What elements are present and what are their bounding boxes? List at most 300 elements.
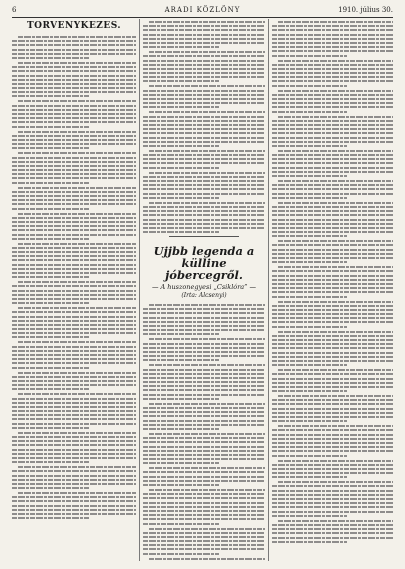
text-line-placeholder	[143, 514, 265, 516]
text-line-placeholder	[143, 223, 265, 225]
text-line-placeholder	[12, 44, 136, 46]
paragraph-placeholder	[143, 51, 265, 82]
text-line-placeholder	[12, 427, 89, 429]
text-line-placeholder	[18, 187, 136, 189]
text-line-placeholder	[272, 25, 393, 27]
text-line-placeholder	[18, 243, 136, 245]
article-title: Ujjbb legenda a külline jóbercegről.	[153, 244, 255, 283]
text-line-placeholder	[143, 411, 265, 413]
paragraph-placeholder	[143, 489, 265, 525]
text-line-placeholder	[12, 367, 89, 369]
text-line-placeholder	[143, 502, 265, 504]
text-line-placeholder	[12, 113, 136, 115]
text-line-placeholder	[278, 395, 393, 397]
text-line-placeholder	[272, 231, 393, 233]
text-line-placeholder	[12, 406, 136, 408]
text-line-placeholder	[143, 176, 265, 178]
text-line-placeholder	[272, 386, 393, 388]
text-line-placeholder	[12, 251, 136, 253]
text-line-placeholder	[143, 124, 265, 126]
text-line-placeholder	[272, 42, 393, 44]
text-line-placeholder	[12, 259, 136, 261]
text-line-placeholder	[143, 398, 219, 400]
text-line-placeholder	[12, 66, 136, 68]
text-line-placeholder	[272, 434, 393, 436]
text-line-placeholder	[272, 476, 347, 478]
text-line-placeholder	[143, 214, 265, 216]
text-line-placeholder	[143, 355, 265, 357]
paragraph-placeholder	[272, 180, 393, 199]
text-line-placeholder	[12, 320, 136, 322]
text-line-placeholder	[12, 509, 136, 511]
paragraph-placeholder	[272, 240, 393, 263]
text-line-placeholder	[272, 206, 393, 208]
text-line-placeholder	[143, 80, 219, 82]
paragraph-placeholder	[143, 403, 265, 430]
column-1	[12, 21, 136, 561]
text-line-placeholder	[272, 167, 393, 169]
text-line-placeholder	[149, 21, 265, 23]
text-line-placeholder	[278, 116, 393, 118]
text-line-placeholder	[272, 120, 393, 122]
paragraph-placeholder	[12, 372, 136, 391]
text-line-placeholder	[272, 76, 393, 78]
text-line-placeholder	[12, 83, 136, 85]
text-line-placeholder	[278, 60, 393, 62]
paragraph-placeholder	[272, 425, 393, 456]
column-2	[143, 21, 265, 561]
text-line-placeholder	[272, 472, 393, 474]
text-line-placeholder	[143, 29, 265, 31]
paragraph-placeholder	[12, 131, 136, 150]
paragraph-placeholder	[143, 150, 265, 169]
paragraph-placeholder	[143, 172, 265, 199]
text-line-placeholder	[143, 523, 219, 525]
text-line-placeholder	[143, 206, 265, 208]
text-line-placeholder	[272, 494, 393, 496]
text-line-placeholder	[143, 381, 265, 383]
text-line-placeholder	[12, 49, 136, 51]
text-line-placeholder	[12, 276, 89, 278]
text-line-placeholder	[12, 75, 136, 77]
text-line-placeholder	[143, 141, 265, 143]
text-line-placeholder	[278, 301, 393, 303]
text-line-placeholder	[143, 476, 265, 478]
text-line-placeholder	[143, 90, 265, 92]
text-line-placeholder	[12, 402, 136, 404]
text-line-placeholder	[272, 506, 393, 508]
text-line-placeholder	[272, 111, 347, 113]
text-line-placeholder	[12, 517, 89, 519]
text-line-placeholder	[12, 285, 136, 287]
text-line-placeholder	[12, 290, 136, 292]
text-line-placeholder	[143, 154, 265, 156]
text-line-placeholder	[272, 287, 393, 289]
text-line-placeholder	[12, 475, 136, 477]
text-line-placeholder	[272, 197, 347, 199]
text-line-placeholder	[143, 325, 265, 327]
text-line-placeholder	[149, 558, 265, 560]
text-line-placeholder	[12, 255, 136, 257]
paragraph-placeholder	[12, 281, 136, 304]
paragraph-placeholder	[12, 393, 136, 429]
issue-date: 1910. július 30.	[338, 6, 393, 14]
text-line-placeholder	[272, 291, 393, 293]
text-line-placeholder	[18, 213, 136, 215]
text-line-placeholder	[272, 305, 393, 307]
text-line-placeholder	[272, 429, 393, 431]
text-line-placeholder	[143, 553, 219, 555]
text-line-placeholder	[12, 40, 136, 42]
paragraph-placeholder	[143, 338, 265, 361]
paragraph-placeholder	[143, 558, 265, 561]
text-line-placeholder	[12, 384, 136, 386]
text-line-placeholder	[12, 410, 136, 412]
text-line-placeholder	[272, 283, 393, 285]
text-line-placeholder	[272, 171, 393, 173]
article-subtitle: — A huszonegyesi „Csiklóra” —	[151, 283, 257, 292]
text-line-placeholder	[18, 307, 136, 309]
text-line-placeholder	[12, 105, 136, 107]
text-line-placeholder	[12, 479, 136, 481]
paragraph-placeholder	[12, 307, 136, 338]
text-line-placeholder	[143, 317, 265, 319]
text-line-placeholder	[278, 481, 393, 483]
text-line-placeholder	[12, 117, 136, 119]
text-line-placeholder	[143, 102, 265, 104]
text-line-placeholder	[272, 55, 347, 57]
text-line-placeholder	[143, 188, 265, 190]
text-line-placeholder	[143, 415, 265, 417]
text-line-placeholder	[278, 425, 393, 427]
text-line-placeholder	[272, 102, 393, 104]
text-line-placeholder	[272, 270, 393, 272]
paragraph-placeholder	[143, 202, 265, 233]
text-line-placeholder	[18, 131, 136, 133]
text-line-placeholder	[143, 132, 265, 134]
text-line-placeholder	[272, 412, 393, 414]
article-separator	[169, 236, 239, 237]
text-line-placeholder	[12, 457, 136, 459]
text-line-placeholder	[12, 165, 136, 167]
text-line-placeholder	[272, 442, 393, 444]
text-line-placeholder	[12, 453, 136, 455]
text-line-placeholder	[143, 25, 265, 27]
text-line-placeholder	[272, 339, 393, 341]
text-line-placeholder	[18, 62, 136, 64]
text-line-placeholder	[18, 152, 136, 154]
text-line-placeholder	[12, 57, 89, 59]
text-line-placeholder	[272, 347, 393, 349]
text-line-placeholder	[143, 359, 219, 361]
text-line-placeholder	[12, 362, 136, 364]
text-line-placeholder	[18, 393, 136, 395]
text-line-placeholder	[12, 496, 136, 498]
paragraph-placeholder	[272, 202, 393, 238]
text-line-placeholder	[12, 199, 136, 201]
text-line-placeholder	[12, 449, 136, 451]
paragraph-placeholder	[272, 331, 393, 367]
text-line-placeholder	[272, 373, 393, 375]
paragraph-placeholder	[12, 432, 136, 463]
text-line-placeholder	[18, 281, 136, 283]
text-line-placeholder	[143, 180, 265, 182]
text-line-placeholder	[143, 34, 265, 36]
text-line-placeholder	[18, 492, 136, 494]
text-line-placeholder	[12, 311, 136, 313]
text-line-placeholder	[12, 173, 136, 175]
text-line-placeholder	[149, 489, 265, 491]
text-line-placeholder	[12, 247, 136, 249]
text-line-placeholder	[12, 444, 136, 446]
text-line-placeholder	[18, 432, 136, 434]
text-line-placeholder	[272, 29, 393, 31]
text-line-placeholder	[12, 208, 89, 210]
text-line-placeholder	[143, 458, 265, 460]
text-line-placeholder	[143, 42, 265, 44]
column-2-article-body	[143, 304, 265, 561]
text-line-placeholder	[12, 135, 136, 137]
column-3	[272, 21, 393, 561]
text-line-placeholder	[278, 202, 393, 204]
text-line-placeholder	[12, 350, 136, 352]
text-line-placeholder	[272, 352, 393, 354]
paragraph-placeholder	[12, 492, 136, 519]
text-line-placeholder	[12, 336, 89, 338]
text-line-placeholder	[12, 268, 136, 270]
text-line-placeholder	[12, 316, 136, 318]
text-line-placeholder	[272, 502, 393, 504]
text-line-placeholder	[143, 167, 219, 169]
text-line-placeholder	[272, 244, 393, 246]
text-line-placeholder	[272, 128, 393, 130]
text-line-placeholder	[143, 227, 265, 229]
text-line-placeholder	[143, 497, 265, 499]
text-line-placeholder	[272, 253, 393, 255]
text-line-placeholder	[12, 182, 89, 184]
text-line-placeholder	[12, 418, 136, 420]
text-line-placeholder	[272, 420, 347, 422]
text-line-placeholder	[272, 446, 393, 448]
text-line-placeholder	[12, 169, 136, 171]
text-line-placeholder	[272, 498, 393, 500]
text-line-placeholder	[272, 261, 347, 263]
masthead: ARADI KÖZLÖNY	[164, 6, 241, 14]
text-line-placeholder	[272, 106, 393, 108]
text-line-placeholder	[272, 68, 393, 70]
text-line-placeholder	[272, 537, 393, 539]
paragraph-placeholder	[272, 395, 393, 422]
text-line-placeholder	[12, 294, 136, 296]
text-line-placeholder	[12, 436, 136, 438]
text-line-placeholder	[12, 332, 136, 334]
text-line-placeholder	[143, 98, 265, 100]
text-line-placeholder	[272, 257, 393, 259]
text-line-placeholder	[272, 132, 393, 134]
text-line-placeholder	[143, 162, 265, 164]
text-line-placeholder	[272, 343, 393, 345]
text-line-placeholder	[12, 177, 136, 179]
text-line-placeholder	[272, 124, 393, 126]
text-line-placeholder	[12, 126, 89, 128]
paragraph-placeholder	[12, 152, 136, 183]
text-line-placeholder	[278, 331, 393, 333]
text-line-placeholder	[272, 141, 393, 143]
text-line-placeholder	[12, 423, 136, 425]
paragraph-placeholder	[12, 100, 136, 127]
text-line-placeholder	[272, 188, 393, 190]
text-line-placeholder	[12, 234, 136, 236]
text-line-placeholder	[272, 321, 393, 323]
text-line-placeholder	[272, 184, 393, 186]
text-line-placeholder	[272, 296, 347, 298]
text-line-placeholder	[12, 302, 89, 304]
text-line-placeholder	[18, 372, 136, 374]
text-line-placeholder	[12, 221, 136, 223]
text-line-placeholder	[12, 79, 136, 81]
paragraph-placeholder	[272, 520, 393, 543]
text-line-placeholder	[143, 351, 265, 353]
text-line-placeholder	[12, 346, 136, 348]
text-line-placeholder	[149, 202, 265, 204]
text-line-placeholder	[12, 195, 136, 197]
text-line-placeholder	[272, 214, 393, 216]
text-line-placeholder	[12, 461, 89, 463]
text-line-placeholder	[143, 544, 265, 546]
text-line-placeholder	[143, 510, 265, 512]
text-line-placeholder	[272, 98, 393, 100]
text-line-placeholder	[278, 150, 393, 152]
paragraph-placeholder	[143, 304, 265, 335]
text-line-placeholder	[12, 229, 136, 231]
paragraph-placeholder	[272, 460, 393, 479]
text-line-placeholder	[272, 485, 393, 487]
article-byline: (Irta: Alcsenyi)	[181, 292, 227, 300]
text-line-placeholder	[143, 506, 265, 508]
text-line-placeholder	[143, 329, 265, 331]
text-line-placeholder	[143, 471, 265, 473]
text-line-placeholder	[272, 72, 393, 74]
paragraph-placeholder	[143, 467, 265, 486]
text-line-placeholder	[149, 85, 265, 87]
text-line-placeholder	[272, 145, 347, 147]
paragraph-placeholder	[12, 466, 136, 489]
text-line-placeholder	[272, 524, 393, 526]
text-line-placeholder	[143, 454, 265, 456]
text-line-placeholder	[12, 238, 89, 240]
text-line-placeholder	[272, 275, 393, 277]
paragraph-placeholder	[143, 528, 265, 555]
text-line-placeholder	[272, 335, 393, 337]
text-line-placeholder	[12, 358, 136, 360]
text-line-placeholder	[272, 94, 393, 96]
text-line-placeholder	[272, 403, 393, 405]
text-line-placeholder	[272, 541, 347, 543]
text-line-placeholder	[278, 369, 393, 371]
text-line-placeholder	[12, 398, 136, 400]
text-line-placeholder	[149, 51, 265, 53]
text-line-placeholder	[272, 34, 393, 36]
text-line-placeholder	[143, 394, 265, 396]
text-line-placeholder	[272, 464, 393, 466]
text-line-placeholder	[272, 399, 393, 401]
text-line-placeholder	[143, 424, 265, 426]
paragraph-placeholder	[12, 213, 136, 240]
paragraph-placeholder	[143, 111, 265, 147]
text-line-placeholder	[143, 385, 265, 387]
text-line-placeholder	[12, 87, 136, 89]
text-line-placeholder	[272, 515, 347, 517]
text-line-placeholder	[272, 455, 347, 457]
text-line-placeholder	[143, 46, 219, 48]
text-line-placeholder	[272, 137, 393, 139]
text-line-placeholder	[272, 364, 347, 366]
column-divider	[268, 19, 269, 561]
text-line-placeholder	[12, 143, 136, 145]
text-line-placeholder	[272, 390, 347, 392]
text-line-placeholder	[143, 68, 265, 70]
text-line-placeholder	[272, 511, 393, 513]
text-line-placeholder	[278, 460, 393, 462]
text-line-placeholder	[143, 231, 219, 233]
text-line-placeholder	[12, 376, 136, 378]
text-line-placeholder	[149, 150, 265, 152]
page-header	[12, 4, 393, 16]
text-line-placeholder	[12, 157, 136, 159]
text-line-placeholder	[149, 338, 265, 340]
text-line-placeholder	[272, 46, 393, 48]
text-line-placeholder	[143, 219, 265, 221]
paragraph-placeholder	[12, 36, 136, 59]
text-line-placeholder	[272, 158, 393, 160]
text-line-placeholder	[143, 389, 265, 391]
text-line-placeholder	[12, 470, 136, 472]
text-line-placeholder	[143, 536, 265, 538]
text-line-placeholder	[272, 360, 393, 362]
text-line-placeholder	[272, 468, 393, 470]
text-line-placeholder	[272, 175, 347, 177]
text-line-placeholder	[143, 369, 265, 371]
text-line-placeholder	[12, 272, 136, 274]
paragraph-placeholder	[12, 341, 136, 368]
text-line-placeholder	[272, 528, 393, 530]
text-line-placeholder	[18, 100, 136, 102]
text-line-placeholder	[12, 161, 136, 163]
text-line-placeholder	[143, 540, 265, 542]
text-line-placeholder	[272, 219, 393, 221]
text-line-placeholder	[12, 483, 136, 485]
text-line-placeholder	[12, 328, 136, 330]
text-line-placeholder	[143, 145, 219, 147]
text-line-placeholder	[143, 446, 265, 448]
text-line-placeholder	[278, 240, 393, 242]
text-line-placeholder	[272, 356, 393, 358]
text-line-placeholder	[12, 264, 136, 266]
text-line-placeholder	[149, 172, 265, 174]
text-line-placeholder	[272, 227, 393, 229]
text-line-placeholder	[12, 95, 89, 97]
text-line-placeholder	[143, 373, 265, 375]
text-line-placeholder	[149, 364, 265, 366]
column-3-body	[272, 21, 393, 543]
text-line-placeholder	[272, 210, 393, 212]
paragraph-placeholder	[272, 266, 393, 297]
text-line-placeholder	[12, 217, 136, 219]
text-line-placeholder	[143, 197, 219, 199]
text-line-placeholder	[143, 450, 265, 452]
text-line-placeholder	[143, 312, 265, 314]
text-line-placeholder	[272, 438, 393, 440]
